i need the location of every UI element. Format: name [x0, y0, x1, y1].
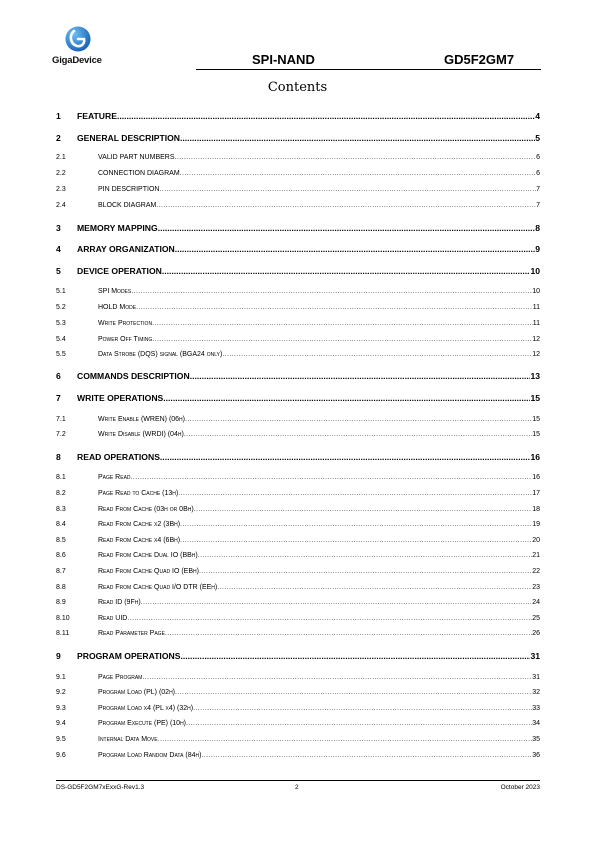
toc-entry-number: 1: [56, 111, 61, 121]
header-rule: [196, 69, 541, 70]
toc-entry-title: Read From Cache Dual IO (BBh): [98, 552, 198, 559]
toc-entry-page: 13: [530, 371, 540, 381]
toc-entry-page: 6: [536, 170, 540, 177]
toc-entry-page: 25: [532, 615, 540, 622]
toc-entry[interactable]: [56, 371, 540, 381]
toc-entry-page: 36: [532, 752, 540, 759]
toc-leader-dots: [185, 416, 532, 423]
toc-entry-title: COMMANDS DESCRIPTION: [77, 371, 190, 381]
toc-entry[interactable]: [56, 351, 540, 358]
toc-entry-title: READ OPERATIONS: [77, 452, 160, 462]
toc-entry-page: 17: [532, 490, 540, 497]
toc-leader-dots: [131, 288, 532, 295]
toc-entry[interactable]: [56, 170, 540, 177]
toc-entry-title: BLOCK DIAGRAM: [98, 202, 157, 209]
toc-entry-number: 9.6: [56, 752, 66, 759]
footer-doc-id: DS-GD5F2GM7xExxG-Rev1.3: [56, 784, 145, 791]
toc-entry-page: 35: [532, 736, 540, 743]
toc-leader-dots: [152, 320, 533, 327]
toc-leader-dots: [117, 111, 535, 121]
toc-leader-dots: [190, 371, 531, 381]
toc-entry-title: Read From Cache Quad I/O DTR (EEh): [98, 584, 218, 591]
toc-leader-dots: [175, 154, 537, 161]
toc-entry-title: Read From Cache x2 (3Bh): [98, 521, 181, 528]
toc-leader-dots: [136, 304, 533, 311]
toc-entry[interactable]: [56, 736, 540, 743]
toc-entry-title: HOLD Mode: [98, 304, 137, 311]
toc-entry-page: 9: [535, 244, 540, 254]
toc-entry-number: 9.1: [56, 674, 66, 681]
toc-leader-dots: [141, 599, 533, 606]
toc-entry-title: Page Read: [98, 474, 131, 481]
toc-entry-number: 9.2: [56, 689, 66, 696]
toc-entry-number: 8: [56, 452, 61, 462]
toc-entry[interactable]: [56, 223, 540, 233]
toc-entry-title: MEMORY MAPPING: [77, 223, 158, 233]
toc-entry-number: 2.4: [56, 202, 66, 209]
toc-entry-title: Program Load (PL) (02h): [98, 689, 176, 696]
toc-entry-title: DEVICE OPERATION: [77, 266, 162, 276]
toc-entry[interactable]: [56, 584, 540, 591]
toc-entry[interactable]: [56, 266, 540, 276]
toc-entry-page: 16: [530, 452, 540, 462]
toc-leader-dots: [142, 674, 532, 681]
toc-entry-page: 31: [532, 674, 540, 681]
toc-entry[interactable]: [56, 506, 540, 513]
toc-entry-title: Program Execute (PE) (10h): [98, 720, 187, 727]
toc-entry-number: 9.3: [56, 705, 66, 712]
toc-entry-title: Write Protection: [98, 320, 153, 327]
toc-entry-title: PIN DESCRIPTION: [98, 186, 160, 193]
toc-leader-dots: [186, 720, 532, 727]
toc-entry[interactable]: [56, 186, 540, 193]
toc-entry-title: ARRAY ORGANIZATION: [77, 244, 175, 254]
toc-leader-dots: [194, 506, 533, 513]
toc-leader-dots: [180, 170, 536, 177]
toc-entry-number: 8.11: [56, 630, 70, 637]
toc-entry[interactable]: [56, 705, 540, 712]
toc-leader-dots: [175, 689, 532, 696]
toc-entry-title: Read Parameter Page: [98, 630, 165, 637]
footer-page-number: 2: [295, 784, 299, 791]
toc-entry-number: 9.5: [56, 736, 66, 743]
toc-entry-page: 16: [532, 474, 540, 481]
toc-leader-dots: [180, 537, 532, 544]
toc-entry-number: 5.5: [56, 351, 66, 358]
toc-entry-number: 6: [56, 371, 61, 381]
toc-entry[interactable]: [56, 552, 540, 559]
toc-entry[interactable]: [56, 474, 540, 481]
toc-entry-title: Read From Cache Quad IO (EBh): [98, 568, 199, 575]
toc-entry-title: PROGRAM OPERATIONS: [77, 651, 181, 661]
toc-leader-dots: [131, 474, 533, 481]
toc-entry[interactable]: [56, 689, 540, 696]
toc-entry-title: WRITE OPERATIONS: [77, 393, 164, 403]
toc-entry-page: 23: [532, 584, 540, 591]
toc-leader-dots: [127, 615, 532, 622]
toc-entry-title: Write Disable (WRDI) (04h): [98, 431, 184, 438]
toc-entry-number: 8.10: [56, 615, 70, 622]
toc-leader-dots: [158, 223, 536, 233]
toc-leader-dots: [163, 393, 530, 403]
toc-leader-dots: [160, 452, 531, 462]
toc-entry-page: 22: [532, 568, 540, 575]
toc-entry-number: 8.7: [56, 568, 66, 575]
toc-leader-dots: [180, 651, 530, 661]
toc-entry[interactable]: [56, 521, 540, 528]
toc-entry-title: GENERAL DESCRIPTION: [77, 133, 180, 143]
toc-entry-number: 7.1: [56, 416, 66, 423]
toc-entry[interactable]: [56, 720, 540, 727]
toc-leader-dots: [199, 568, 532, 575]
toc-entry-page: 19: [532, 521, 540, 528]
toc-entry-page: 11: [532, 304, 540, 311]
toc-entry-page: 15: [532, 431, 540, 438]
toc-entry-title: Data Strobe (DQS) signal (BGA24 only): [98, 351, 223, 358]
toc-leader-dots: [180, 133, 535, 143]
toc-entry-title: Internal Data Move: [98, 736, 158, 743]
toc-leader-dots: [162, 266, 531, 276]
toc-leader-dots: [180, 521, 532, 528]
toc-entry-number: 5.3: [56, 320, 66, 327]
toc-entry[interactable]: [56, 615, 540, 622]
toc-entry-number: 5.1: [56, 288, 66, 295]
toc-entry-number: 5.4: [56, 336, 66, 343]
toc-entry-number: 8.8: [56, 584, 66, 591]
toc-leader-dots: [222, 351, 532, 358]
toc-entry[interactable]: [56, 336, 540, 343]
toc-entry-page: 24: [532, 599, 540, 606]
toc-entry[interactable]: [56, 568, 540, 575]
toc-entry[interactable]: [56, 674, 540, 681]
toc-entry-title: Read ID (9Fh): [98, 599, 141, 606]
toc-entry[interactable]: [56, 416, 540, 423]
toc-entry-page: 8: [535, 223, 540, 233]
toc-entry-number: 2: [56, 133, 61, 143]
toc-entry-number: 2.3: [56, 186, 66, 193]
gigadevice-logo-icon: [65, 26, 91, 52]
toc-entry-title: Page Program: [98, 674, 143, 681]
toc-entry-page: 6: [536, 154, 540, 161]
toc-entry-page: 31: [530, 651, 540, 661]
toc-entry-title: Write Enable (WREN) (06h): [98, 416, 186, 423]
toc-entry-number: 8.5: [56, 537, 66, 544]
toc-entry-title: VALID PART NUMBERS: [98, 154, 175, 161]
toc-entry-page: 33: [532, 705, 540, 712]
toc-entry-page: 10: [530, 266, 540, 276]
toc-entry-page: 7: [536, 186, 540, 193]
toc-entry-title: CONNECTION DIAGRAM: [98, 170, 180, 177]
toc-entry[interactable]: [56, 537, 540, 544]
toc-entry[interactable]: [56, 320, 540, 327]
toc-entry[interactable]: [56, 111, 540, 121]
toc-entry-page: 18: [532, 506, 540, 513]
contents-heading: Contents: [267, 80, 328, 95]
toc-entry[interactable]: [56, 452, 540, 462]
toc-entry-title: Read UID: [98, 615, 128, 622]
toc-entry-title: FEATURE: [77, 111, 117, 121]
toc-entry-number: 8.2: [56, 490, 66, 497]
toc-entry-number: 4: [56, 244, 61, 254]
toc-entry[interactable]: [56, 202, 540, 209]
toc-entry-number: 8.3: [56, 506, 66, 513]
toc-leader-dots: [156, 202, 536, 209]
footer-date: October 2023: [500, 784, 540, 791]
toc-entry[interactable]: [56, 244, 540, 254]
toc-entry-number: 8.1: [56, 474, 66, 481]
toc-entry-page: 4: [535, 111, 540, 121]
toc-entry-page: 26: [532, 630, 540, 637]
toc-entry-page: 12: [532, 351, 540, 358]
toc-entry-number: 9.4: [56, 720, 66, 727]
toc-entry-number: 3: [56, 223, 61, 233]
brand-name: GigaDevice: [52, 55, 102, 66]
toc-entry[interactable]: [56, 304, 540, 311]
document-title: SPI-NAND: [252, 52, 315, 67]
toc-entry-page: 15: [530, 393, 540, 403]
toc-entry-page: 5: [535, 133, 540, 143]
toc-leader-dots: [184, 431, 532, 438]
toc-leader-dots: [198, 552, 532, 559]
toc-entry[interactable]: [56, 752, 540, 759]
toc-entry[interactable]: [56, 288, 540, 295]
toc-entry[interactable]: [56, 133, 540, 143]
toc-entry-page: 34: [532, 720, 540, 727]
part-number: GD5F2GM7: [444, 52, 515, 67]
toc-entry-title: Program Load x4 (PL x4) (32h): [98, 705, 194, 712]
toc-entry[interactable]: [56, 490, 540, 497]
toc-entry-number: 7.2: [56, 431, 66, 438]
toc-entry-page: 21: [532, 552, 540, 559]
toc-entry-title: Program Load Random Data (84h): [98, 752, 202, 759]
toc-entry-title: Read From Cache x4 (6Bh): [98, 537, 181, 544]
toc-entry[interactable]: [56, 651, 540, 661]
toc-entry-title: Page Read to Cache (13h): [98, 490, 179, 497]
toc-entry[interactable]: [56, 599, 540, 606]
toc-entry-page: 32: [532, 689, 540, 696]
toc-entry-number: 9: [56, 651, 61, 661]
toc-leader-dots: [165, 630, 532, 637]
toc-leader-dots: [152, 336, 532, 343]
toc-entry-title: Read From Cache (03h or 0Bh): [98, 506, 194, 513]
footer-rule: [56, 780, 540, 781]
toc-leader-dots: [178, 490, 532, 497]
toc-entry-page: 12: [532, 336, 540, 343]
toc-entry-page: 10: [532, 288, 540, 295]
toc-leader-dots: [158, 736, 533, 743]
toc-entry[interactable]: [56, 630, 540, 637]
toc-entry-number: 8.9: [56, 599, 66, 606]
toc-entry-page: 20: [532, 537, 540, 544]
toc-entry-page: 7: [536, 202, 540, 209]
toc-leader-dots: [175, 244, 535, 254]
toc-entry-number: 5: [56, 266, 61, 276]
toc-entry[interactable]: [56, 393, 540, 403]
toc-entry-number: 5.2: [56, 304, 66, 311]
toc-entry-page: 15: [532, 416, 540, 423]
toc-leader-dots: [159, 186, 536, 193]
toc-entry-number: 8.4: [56, 521, 66, 528]
toc-entry[interactable]: [56, 154, 540, 161]
toc-leader-dots: [201, 752, 532, 759]
toc-entry-number: 2.2: [56, 170, 66, 177]
toc-entry-page: 11: [532, 320, 540, 327]
toc-entry-title: SPI Modes: [98, 288, 132, 295]
toc-entry[interactable]: [56, 431, 540, 438]
toc-entry-number: 7: [56, 393, 61, 403]
toc-entry-number: 2.1: [56, 154, 66, 161]
toc-entry-number: 8.6: [56, 552, 66, 559]
toc-leader-dots: [217, 584, 532, 591]
toc-entry-title: Power Off Timing: [98, 336, 153, 343]
toc-leader-dots: [193, 705, 532, 712]
